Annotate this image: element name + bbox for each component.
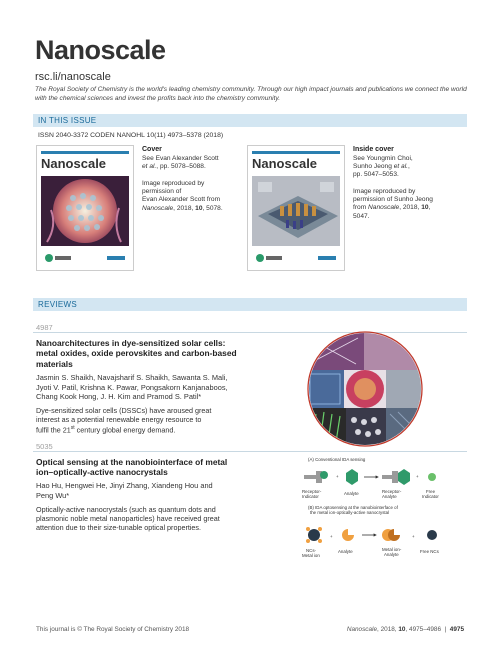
a-indicator-label: Indicator [302, 494, 319, 499]
b-metal-ion2-label: Metal ion- [382, 547, 402, 552]
plus-sign: + [330, 534, 333, 539]
b-analyte2-label: Analyte [384, 552, 399, 557]
cover-credit-line3: Evan Alexander Scott from [142, 196, 221, 204]
article-author-line: Jasmin S. Shaikh, Navajsharif S. Shaikh, Sawanta S. Mali, [36, 373, 228, 382]
cover-source-year: , 2018, [173, 204, 196, 212]
inside-cover-reference [353, 155, 463, 180]
b-ncs-label: NCs- [306, 548, 316, 553]
inside-cover-source-year: , 2018, [399, 204, 422, 212]
plus-sign: + [412, 534, 415, 539]
cover-brand: Nanoscale [41, 156, 107, 171]
cover-source-page: , 5078. [202, 204, 223, 212]
a-analyte-label: Analyte [344, 491, 359, 496]
article-abstract-line: attention due to their size-tunable optical properties. [36, 523, 202, 533]
journal-url[interactable]: rsc.li/nanoscale [35, 71, 111, 83]
a-analyte2-label: Analyte [382, 494, 397, 499]
cover-credit-line1: Image reproduced by [142, 180, 205, 187]
journal-tagline: The Royal Society of Chemistry is the world's leading chemistry community. Through our high impact journals and publications we connect the world with the chemical sciences and invest the profits back into the chemistry community. [35, 86, 467, 102]
ida-sensing-graphical-abstract [300, 455, 460, 573]
b-analyte-label: Analyte [338, 549, 353, 554]
journal-title: Nanoscale [35, 35, 166, 65]
footer-copyright: This journal is © The Royal Society of Chemistry 2018 [36, 626, 190, 633]
cover-credit-line2: permission of [142, 188, 182, 196]
footer-citation: Nanoscale, 2018, 10, 4975–4986 | 4975 [346, 626, 464, 633]
article-title[interactable] [36, 457, 291, 478]
article-page-number: 4987 [36, 323, 53, 332]
issn-line: ISSN 2040-3372 CODEN NANOHL 10(11) 4973–5378 (2018) [38, 132, 224, 139]
article-abstract-line: century global energy demand. [74, 425, 176, 435]
a-free-label: Free [426, 489, 436, 494]
inside-cover-source-page-line: 5047. [353, 212, 370, 220]
article-author-line: Hao Hu, Hengwei He, Jinyi Zhang, Xiandeng Hou and [36, 481, 213, 490]
footer-pages: , 4975–4986 [405, 626, 442, 633]
inside-cover-label: Inside cover [353, 146, 394, 153]
cover-label: Cover [142, 146, 162, 153]
a-receptor2-label: Receptor- [382, 489, 402, 494]
b-free-ncs-label: Free NCs [420, 549, 439, 554]
inside-cover-brand: Nanoscale [252, 156, 318, 171]
cover-see-prefix: See Evan Alexander Scott [142, 155, 219, 162]
inside-cover-credit-line1: Image reproduced by [353, 188, 416, 195]
cover-source-volume: 10 [195, 204, 203, 212]
cover-credit [142, 180, 252, 213]
article-abstract-line: interest as a potential renewable energy resource to [36, 415, 202, 425]
footer-page-number: 4975 [449, 626, 464, 633]
panel-a-label: (A) Conventional IDA sensing [308, 457, 366, 462]
article-page-number: 5035 [36, 442, 53, 451]
cover-image[interactable] [36, 145, 134, 271]
footer-volume: 10 [398, 626, 406, 633]
inside-cover-credit-from: from [353, 204, 369, 212]
b-metal-ion-label: Metal ion [302, 553, 320, 558]
article-title[interactable] [36, 338, 291, 369]
panel-b-label-line1: (B) IDA optosensing at the nanobiointerface of [308, 505, 398, 510]
footer-year: , 2018, [377, 626, 399, 633]
reviews-bar [33, 298, 467, 311]
cover-see-etal: et al. [142, 163, 157, 171]
inside-cover-see-line1: See Youngmin Choi, [353, 155, 413, 162]
article-divider [33, 451, 467, 452]
in-this-issue-label: IN THIS ISSUE [38, 116, 97, 125]
cover-source-journal: Nanoscale [142, 204, 174, 212]
inside-cover-source-volume: 10 [421, 204, 429, 212]
article-abstract-line: fulfil the 21 [36, 425, 71, 435]
article-title-line: ion–optically-active nanocrystals [36, 467, 168, 478]
article-abstract-sup: st [70, 425, 75, 432]
plus-sign: + [336, 474, 339, 479]
article-authors [36, 481, 291, 500]
a-free-indicator-label: Indicator [422, 494, 439, 499]
article-author-line: Chang Kook Hong, J. H. Kim and Pramod S. Patil* [36, 392, 202, 402]
a-receptor-label: Receptor- [302, 489, 322, 494]
inside-cover-see-etal: et al. [393, 163, 408, 171]
footer-journal: Nanoscale [346, 626, 378, 633]
article-authors [36, 373, 291, 402]
panel-b-label-line2: the metal ion-optically-active nanocrystal [310, 510, 390, 515]
inside-cover-source-page: , [428, 204, 431, 212]
inside-cover-see-line2: Sunho Jeong [353, 163, 394, 171]
article-author-line: Peng Wu* [36, 490, 70, 500]
inside-cover-credit [353, 188, 463, 221]
inside-cover-source-journal: Nanoscale [368, 204, 400, 212]
in-this-issue-bar [33, 114, 467, 127]
cover-see-pages: , pp. 5078–5088. [156, 163, 206, 171]
article-title-line: materials [36, 358, 73, 369]
inside-cover-see-comma: , [408, 163, 410, 171]
article-abstract-line: Dye-sensitized solar cells (DSSCs) have aroused great [36, 406, 212, 415]
inside-cover-credit-line2: permission of Sunho Jeong [353, 196, 433, 204]
cover-reference [142, 155, 252, 171]
dssc-graphical-abstract [306, 330, 424, 448]
article-abstract [36, 406, 291, 435]
article-abstract [36, 505, 291, 533]
analyte-hexagon [346, 469, 358, 485]
article-title-line: Nanoarchitectures in dye-sensitized solar cells: [36, 338, 226, 348]
article-abstract-line: plasmonic noble metal nanoparticles) have received great [36, 514, 220, 524]
article-title-line: metal oxides, oxide perovskites and carbon-based [36, 348, 237, 359]
inside-cover-see-pages: pp. 5047–5053. [353, 171, 399, 179]
article-author-line: Jyoti V. Patil, Krishna K. Pawar, Pongsakorn Kanjanaboos, [36, 382, 228, 392]
inside-cover-image[interactable] [247, 145, 345, 271]
article-abstract-line: Optically-active nanocrystals (such as quantum dots and [36, 505, 216, 514]
plus-sign: + [416, 474, 419, 479]
article-title-line: Optical sensing at the nanobiointerface of metal [36, 457, 228, 467]
reviews-label: REVIEWS [38, 300, 77, 309]
